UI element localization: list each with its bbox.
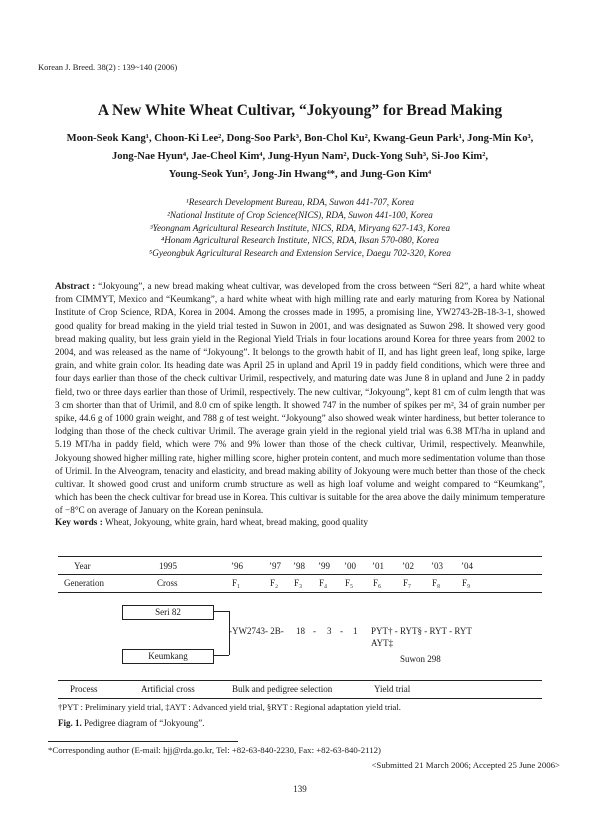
table-process-rule (58, 680, 542, 681)
year-1995: 1995 (159, 561, 177, 571)
ayt-label: AYT‡ (371, 638, 394, 648)
authors-line-1: Moon-Seok Kang¹, Choon-Ki Lee², Dong-Soo Park³, Bon-Chol Ku², Kwang-Geun Park¹, Jong-Min Ko³, (66, 133, 534, 144)
connector-bottom (213, 655, 229, 656)
figure-caption (58, 718, 204, 728)
trial-sequence: PYT† - RYT§ - RYT - RYT (371, 626, 472, 636)
table-bottom-rule (58, 698, 542, 699)
connector-top (213, 611, 229, 612)
generation-f3: F₃ (294, 578, 303, 588)
dash-2: - (340, 626, 343, 636)
parent-seri82-box: Seri 82 (122, 605, 214, 620)
year-97: ’97 (269, 561, 281, 571)
affiliation-4: ⁴Honam Agricultural Research Institute, NICS, RDA, Iksan 570-080, Korea (161, 235, 439, 246)
table-top-rule (58, 556, 542, 557)
selection-18: 18 (296, 626, 305, 636)
table-mid-rule (58, 574, 542, 575)
table-footnote: †PYT : Preliminary yield trial, ‡AYT : Advanced yield trial, §RYT : Regional adaptation yield trial. (58, 702, 401, 712)
year-00: ’00 (344, 561, 356, 571)
footnote-rule (48, 741, 238, 742)
table-generation-rule (58, 592, 542, 593)
process-yield-trial: Yield trial (374, 684, 411, 694)
generation-f2: F₂ (270, 578, 279, 588)
year-96: ’96 (231, 561, 243, 571)
year-98: ’98 (293, 561, 305, 571)
abstract-text: “Jokyoung”, a new bread making wheat cultivar, was developed from the cross between “Seri 82”, a hard white wheat from CIMMYT, Mexico and “Keumkang”, a hard white wheat with high milling rate and early maturing from Korea by National Institute of Crop Science, RDA, Korea in 2004. Among the crosses made in 1995, a promising line, YW2743-2B-18-3-1, showed good quality for bread making in the yield trial tested in Suwon in 2001, and was designated as Suwon 298. It showed very good bread making quality, but less grain yield in the Regional Yield Trials in four locations around Korea for three years from 2002 to 2004, and was released as the name of “Jokyoung”. It belongs to the growth habit of II, and has light green leaf, long spike, large grain, and white grain color. Its heading date was April 25 in upland and April 19 in paddy field conditions, which were three and four days earlier than those of the check cultivar Urimil, respectively, and maturing date was June 8 in upland and June 2 in paddy field, two or three days earlier than those of Urimil, respectively. The new cultivar, “Jokyoung”, kept 81 cm of culm length that was 3 cm shorter than that of Urimil, and 8.0 cm of spike length. It showed 747 in the number of spikes per m², 34 of grain number per spike, 44.6 g of 1000 grain weight, and 788 g of test weight. “Jokyoung” also showed weak winter hardiness, but better tolerance to lodging than those of the check cultivar Urimil. The average grain yield in the regional yield trial was 6.38 MT/ha in upland and 5.19 MT/ha in paddy field, which were 7% and 9% lower than those of the check cultivar, Urimil, respectively. Meanwhile, Jokyoung showed higher milling rate, higher milling score, higher protein content, and much more sedimentation volume than those of Urimil. In the Alveogram, tenacity and elasticity, and bread making ability of Jokyoung were much better than those of the check cultivar. It showed good crust and uniform crumb structure as well as high loaf volume and weight compared to “Keumkang”, which has been the check cultivar for bread use in Korea. This cultivar is suitable for the area above the daily minimum temperature of −8°C on average of January on the Korean peninsula. (55, 282, 545, 517)
generation-f1: F₁ (232, 578, 241, 588)
keywords (55, 518, 545, 528)
dash-1: - (313, 626, 316, 636)
generation-f5: F₅ (345, 578, 354, 588)
submission-dates: <Submitted 21 March 2006; Accepted 25 June 2006> (371, 760, 560, 770)
selection-1: 1 (353, 626, 358, 636)
keywords-text: Wheat, Jokyoung, white grain, hard wheat, bread making, good quality (104, 518, 368, 528)
paper-title: A New White Wheat Cultivar, “Jokyoung” for Bread Making (97, 102, 503, 119)
authors-line-3: Young-Seok Yun⁵, Jong-Jin Hwang⁴*, and Jung-Gon Kim⁴ (168, 169, 432, 180)
year-03: ’03 (431, 561, 443, 571)
line-name: -YW2743- 2B- (229, 626, 284, 636)
year-99: ’99 (318, 561, 330, 571)
process-bulk-pedigree: Bulk and pedigree selection (232, 684, 333, 694)
selection-3: 3 (327, 626, 332, 636)
year-04: ’04 (461, 561, 473, 571)
journal-citation: Korean J. Breed. 38(2) : 139~140 (2006) (38, 62, 178, 72)
abstract-label: Abstract : (55, 282, 96, 292)
generation-f7: F₇ (403, 578, 412, 588)
process-label: Process (70, 684, 98, 694)
affiliation-list (60, 196, 540, 260)
process-artificial-cross: Artificial cross (141, 684, 195, 694)
abstract (55, 281, 545, 519)
generation-f9: F₉ (462, 578, 471, 588)
generation-cross: Cross (157, 578, 178, 588)
year-label: Year (74, 561, 91, 571)
affiliation-2: ²National Institute of Crop Science(NICS), RDA, Suwon 441-100, Korea (167, 209, 433, 220)
figure-label: Fig. 1. (58, 718, 82, 728)
author-list (40, 130, 560, 184)
affiliation-3: ³Yeongnam Agricultural Research Institute, NICS, RDA, Miryang 627-143, Korea (149, 222, 451, 233)
keywords-label: Key words : (55, 518, 103, 528)
generation-f6: F₆ (373, 578, 382, 588)
affiliation-1: ¹Research Development Bureau, RDA, Suwon 441-707, Korea (185, 197, 415, 207)
affiliation-5: ⁵Gyeongbuk Agricultural Research and Extension Service, Daegu 702-320, Korea (149, 248, 451, 259)
parent-keumkang-box: Keumkang (122, 649, 214, 664)
generation-label: Generation (64, 578, 104, 588)
generation-f8: F₈ (432, 578, 441, 588)
generation-f4: F₄ (319, 578, 328, 588)
corresponding-author: *Corresponding author (E-mail: hjj@rda.go.kr, Tel: +82-63-840-2230, Fax: +82-63-840-2112) (48, 745, 381, 755)
suwon-298: Suwon 298 (400, 654, 441, 664)
year-01: ’01 (372, 561, 384, 571)
authors-line-2: Jong-Nae Hyun⁴, Jae-Cheol Kim⁴, Jung-Hyun Nam², Duck-Yong Suh³, Si-Joo Kim², (111, 151, 489, 162)
figure-caption-text: Pedigree diagram of “Jokyoung”. (84, 718, 205, 728)
year-02: ’02 (402, 561, 414, 571)
page-number: 139 (293, 784, 307, 794)
